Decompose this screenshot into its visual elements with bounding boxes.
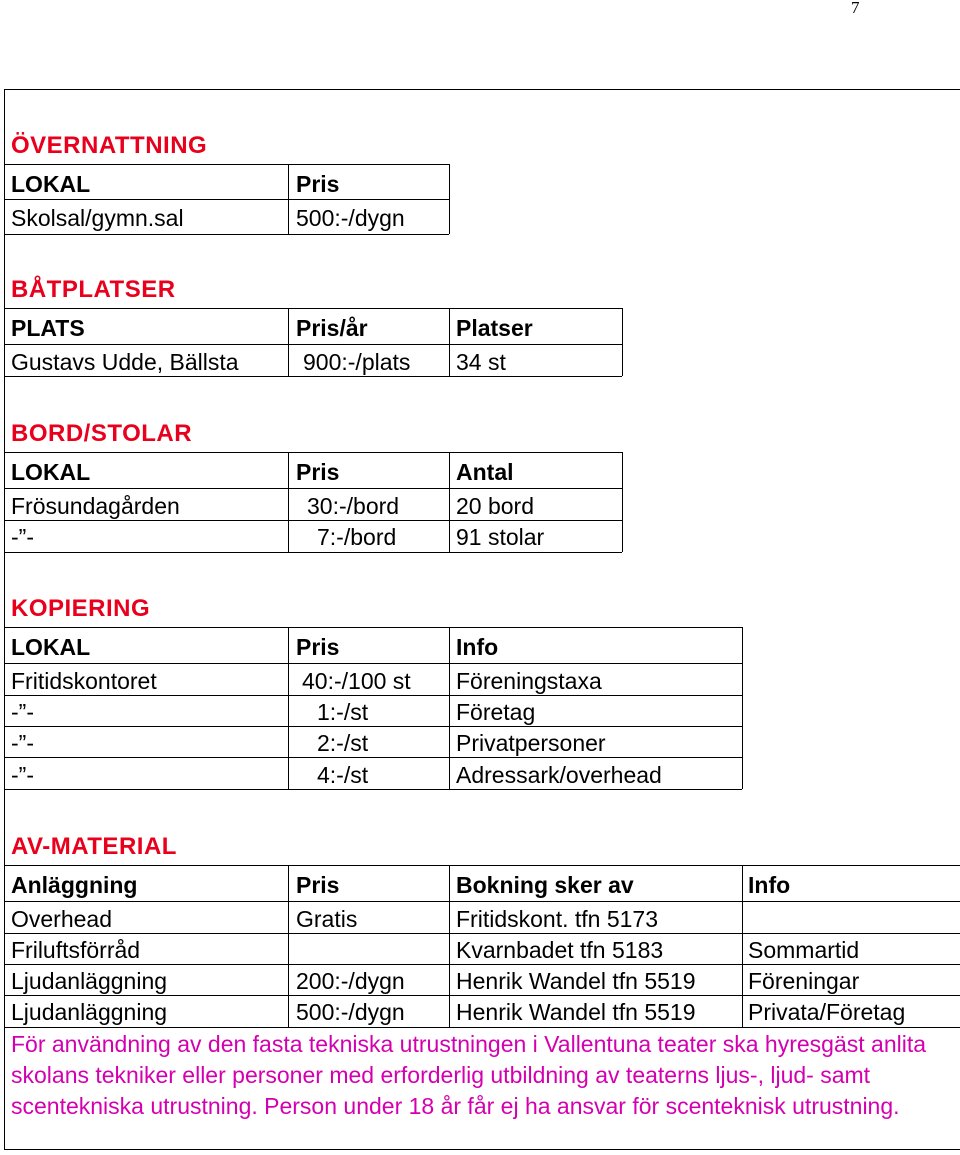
table-cell: 1:-/st [317,699,369,725]
header-anlaggning: Anläggning [11,872,138,898]
table-cell: 2:-/st [317,730,369,756]
header-pris: Pris [296,459,340,485]
table-cell: Fritidskontoret [11,668,157,694]
header-lokal: LOKAL [11,171,91,197]
section-title-overnattning: ÖVERNATTNING [11,132,208,159]
table-cell: Gratis [296,906,358,932]
table-cell: -”- [11,524,34,550]
table-cell: Sommartid [748,937,860,963]
table-cell: Privatpersoner [456,730,606,756]
table-cell: Ljudanläggning [11,968,168,994]
table-cell: 30:-/bord [307,493,400,519]
table-cell: Kvarnbadet tfn 5183 [456,937,664,963]
table-cell: 500:-/dygn [296,999,405,1025]
table-cell: Skolsal/gymn.sal [11,205,184,231]
av-material-note: För användning av den fasta tekniska utrustningen i Vallentuna teater ska hyresgäst anlita skolans tekniker eller personer med erforderlig utbildning av teaterns ljus-, ljud- samt scentekniska utrustning. Person under 18 år får ej ha ansvar för scenteknisk utrustning. [11,1031,927,1119]
table-cell: 34 st [456,349,506,375]
header-pris-ar: Pris/år [296,315,368,341]
table-cell: 900:-/plats [303,349,411,375]
header-bokning: Bokning sker av [456,872,634,898]
table-cell: Adressark/overhead [456,762,662,788]
table-cell: 7:-/bord [317,524,397,550]
table-cell: 20 bord [456,493,535,519]
table-cell: Frösundagården [11,493,180,519]
section-title-kopiering: KOPIERING [11,595,151,622]
header-info: Info [456,634,499,660]
table-cell: Föreningstaxa [456,668,602,694]
header-pris: Pris [296,634,340,660]
table-cell: Företag [456,699,536,725]
section-title-av-material: AV-MATERIAL [11,833,177,860]
header-lokal: LOKAL [11,459,91,485]
table-cell: Overhead [11,906,113,932]
table-cell: Ljudanläggning [11,999,168,1025]
header-pris: Pris [296,872,340,898]
table-cell: Fritidskont. tfn 5173 [456,906,658,932]
table-cell: Föreningar [748,968,860,994]
table-cell: Gustavs Udde, Bällsta [11,349,239,375]
table-cell: Henrik Wandel tfn 5519 [456,999,696,1025]
header-info: Info [748,872,791,898]
table-cell: 91 stolar [456,524,545,550]
table-cell: 500:-/dygn [296,205,405,231]
table-cell: 200:-/dygn [296,968,405,994]
section-title-bord-stolar: BORD/STOLAR [11,420,193,447]
table-cell: -”- [11,762,34,788]
header-platser: Platser [456,315,533,341]
header-antal: Antal [456,459,514,485]
page-number: 7 [851,0,860,17]
table-cell: 40:-/100 st [302,668,411,694]
table-cell: Henrik Wandel tfn 5519 [456,968,696,994]
table-cell: -”- [11,699,34,725]
header-plats: PLATS [11,315,85,341]
table-cell: 4:-/st [317,762,369,788]
header-lokal: LOKAL [11,634,91,660]
section-title-batplatser: BÅTPLATSER [11,276,176,303]
table-cell: -”- [11,730,34,756]
table-cell: Friluftsförråd [11,937,141,963]
header-pris: Pris [296,171,340,197]
table-cell: Privata/Företag [748,999,906,1025]
